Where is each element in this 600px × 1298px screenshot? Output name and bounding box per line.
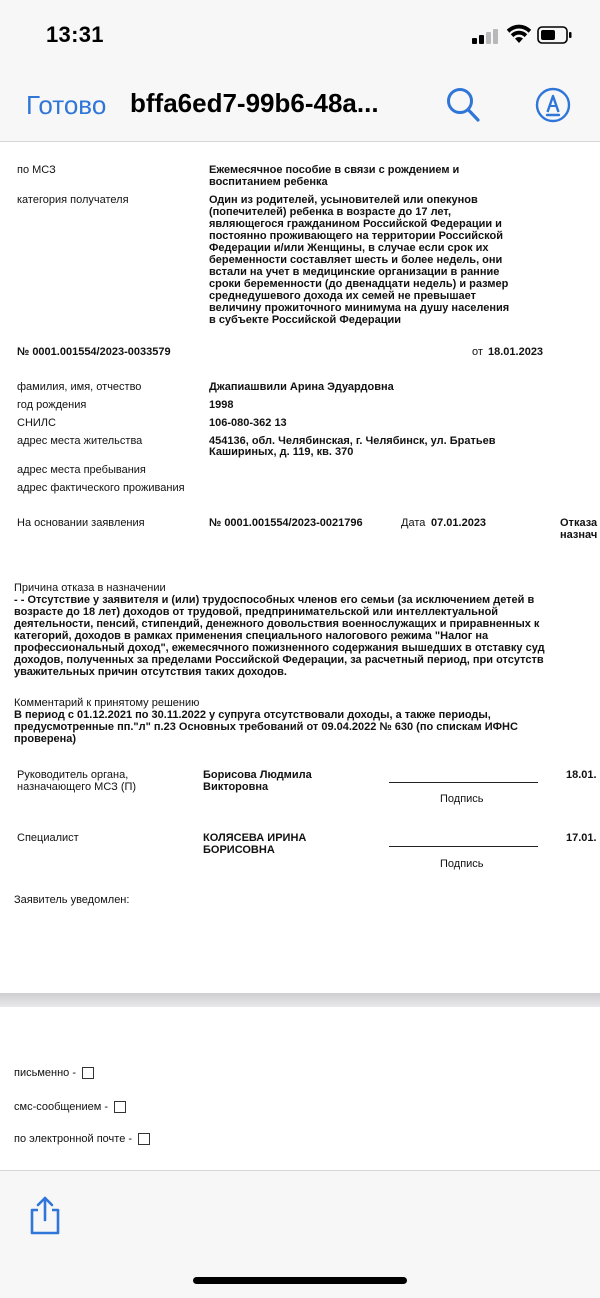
basis-number: № 0001.001554/2023-0021796: [209, 517, 363, 529]
category-line: величину прожиточного минимума на душу населения: [209, 302, 510, 314]
basis-result-line-2: назнач: [560, 529, 598, 541]
head-sign-date: 18.01.: [566, 769, 597, 781]
notified-label: Заявитель уведомлен:: [14, 894, 130, 906]
category-line: (попечителей) ребенка в возрасте до 17 лет,: [209, 206, 452, 218]
head-name-line-2: Викторовна: [203, 781, 269, 793]
stay-address-label: адрес места пребывания: [17, 464, 146, 476]
reason-label: Причина отказа в назначении: [14, 582, 166, 594]
notify-written-label: письменно -: [14, 1067, 76, 1079]
snils-label: СНИЛС: [17, 417, 56, 429]
document-page: [0, 143, 600, 993]
head-label-line-1: Руководитель органа,: [17, 769, 129, 781]
specialist-label: Специалист: [17, 832, 79, 844]
address-value-line-1: 454136, обл. Челябинская, г. Челябинск, ул. Братьев: [209, 435, 496, 447]
category-line: Федерации и/или Женщины, в случае если срок их: [209, 242, 489, 254]
category-line: беременности составляет шесть и более недель, они: [209, 254, 503, 266]
head-label-line-2: назначающего МСЗ (П): [17, 781, 137, 793]
birth-year-label: год рождения: [17, 399, 87, 411]
search-icon[interactable]: [445, 86, 481, 124]
comment-label: Комментарий к принятому решению: [14, 697, 200, 709]
notify-sms-row: [14, 1101, 126, 1113]
reason-line: категорий, доходов в рамках применения специального налогового режима "Налог на: [14, 630, 489, 642]
decision-date-prefix: от: [472, 346, 483, 358]
notify-written-checkbox[interactable]: [82, 1067, 94, 1079]
reason-line: деятельности, пенсий, стипендий, денежного довольствия военнослужащих и приравненных к: [14, 618, 540, 630]
snils-value: 106-080-362 13: [209, 417, 287, 429]
battery-icon: [537, 25, 573, 45]
specialist-sign-date: 17.01.: [566, 832, 597, 844]
category-label: категория получателя: [17, 194, 129, 206]
decision-date: 18.01.2023: [488, 346, 544, 358]
notify-sms-checkbox[interactable]: [114, 1101, 126, 1113]
reason-line: профессиональный доход", ежемесячного пожизненного содержания вышедших в отставку суд: [14, 642, 545, 654]
category-line: встали на учет в медицинские организации в ранние: [209, 266, 500, 278]
head-signature-line: [389, 782, 538, 783]
wifi-icon: [506, 23, 532, 45]
mcz-value-line-1: Ежемесячное пособие в связи с рождением и: [209, 164, 460, 176]
notify-sms-label: смс-сообщением -: [14, 1101, 109, 1113]
fio-value: Джапиашвили Арина Эдуардовна: [209, 381, 394, 393]
comment-line: проверена): [14, 733, 77, 745]
birth-year-value: 1998: [209, 399, 234, 411]
document-page-2: [0, 1007, 600, 1170]
decision-number: № 0001.001554/2023-0033579: [17, 346, 171, 358]
category-line: постоянно проживающего на территории Российской: [209, 230, 504, 242]
notify-written-row: [14, 1067, 94, 1079]
markup-pen-icon[interactable]: [535, 87, 571, 123]
head-signature-caption: Подпись: [440, 793, 484, 805]
mcz-value-line-2: воспитанием ребенка: [209, 176, 328, 188]
notify-email-row: [14, 1133, 150, 1145]
specialist-signature-line: [389, 846, 538, 847]
address-value-line-2: Кашириных, д. 119, кв. 370: [209, 446, 354, 458]
head-name-line-1: Борисова Людмила: [203, 769, 312, 781]
basis-label: На основании заявления: [17, 517, 145, 529]
basis-result-line-1: Отказа: [560, 517, 598, 529]
comment-line: В период с 01.12.2021 по 30.11.2022 у супруга отсутствовали доходы, а также периоды,: [14, 709, 491, 721]
reason-line: - - Отсутствие у заявителя и (или) трудоспособных членов его семьи (за исключением детей в: [14, 594, 535, 606]
category-line: сроки беременности (до двенадцати недель) и размер: [209, 278, 509, 290]
cellular-signal-icon: [472, 28, 500, 44]
reason-line: уважительных причин отсутствия таких доходов.: [14, 666, 287, 678]
reason-line: доходов, полученных за пределами Российской Федерации, за расчетный период, при отсутств: [14, 654, 544, 666]
basis-date: 07.01.2023: [431, 517, 487, 529]
specialist-name-line-2: БОРИСОВНА: [203, 844, 275, 856]
basis-date-prefix: Дата: [401, 517, 426, 529]
status-time: 13:31: [46, 22, 104, 47]
comment-line: предусмотренные пп."л" п.23 Основных требований от 09.04.2022 № 630 (по спискам ИФНС: [14, 721, 518, 733]
specialist-signature-caption: Подпись: [440, 858, 484, 870]
done-button[interactable]: Готово: [26, 90, 107, 120]
mcz-label: по МСЗ: [17, 164, 56, 176]
category-line: в субъекте Российской Федерации: [209, 314, 402, 326]
category-line: Один из родителей, усыновителей или опекунов: [209, 194, 478, 206]
notify-email-label: по электронной почте -: [14, 1133, 133, 1145]
category-line: среднедушевого дохода их семей не превышает: [209, 290, 476, 302]
address-label: адрес места жительства: [17, 435, 143, 447]
share-icon[interactable]: [27, 1195, 63, 1235]
notify-email-checkbox[interactable]: [138, 1133, 150, 1145]
fio-label: фамилия, имя, отчество: [17, 381, 142, 393]
home-indicator[interactable]: [193, 1277, 407, 1284]
specialist-name-line-1: КОЛЯСЕВА ИРИНА: [203, 832, 307, 844]
category-line: являющегося гражданином Российской Федерации и: [209, 218, 502, 230]
page-separator: [0, 993, 600, 1007]
top-chrome: [0, 0, 600, 142]
actual-address-label: адрес фактического проживания: [17, 482, 185, 494]
document-title: bffa6ed7-99b6-48a...: [130, 88, 379, 118]
reason-line: возрасте до 18 лет) доходов от трудовой, предпринимательской или интеллектуальной: [14, 606, 499, 618]
